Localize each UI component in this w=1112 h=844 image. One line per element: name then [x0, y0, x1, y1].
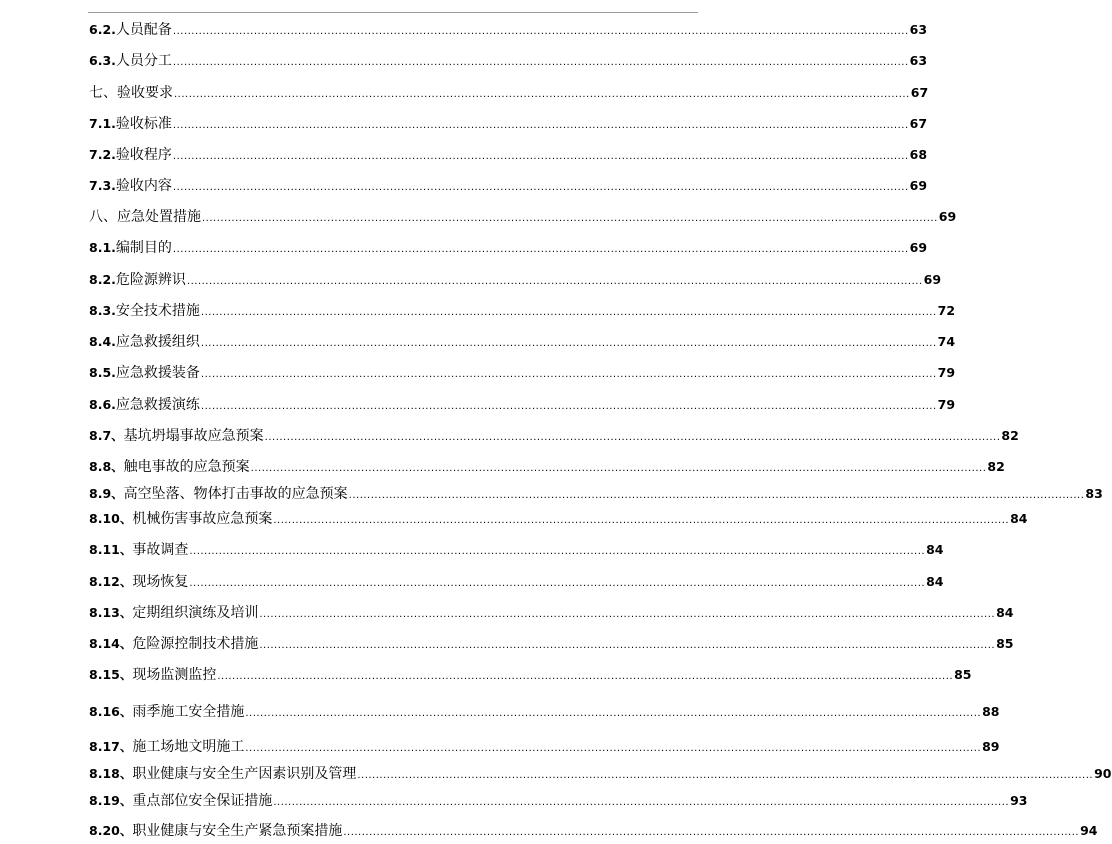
toc-entry[interactable] [89, 177, 928, 197]
toc-entry-page-number: 84 [1010, 511, 1028, 526]
toc-entry-page-number: 79 [937, 365, 956, 380]
toc-entry-number: 8.20、 [89, 823, 133, 838]
toc-entry-title: 验收标准 [115, 116, 172, 132]
dot-leader: ........................................................................................................................................................................................................ [259, 609, 996, 620]
toc-entry[interactable] [89, 115, 928, 135]
toc-entry-page-number: 84 [996, 605, 1014, 620]
dot-leader: ........................................................................................................................................................................................................ [189, 578, 926, 589]
toc-entry-number: 8.19、 [89, 793, 133, 808]
toc-entry[interactable] [89, 271, 942, 291]
toc-entry-title: 人员分工 [115, 53, 172, 69]
toc-entry-page-number: 69 [923, 272, 942, 287]
toc-entry-title: 七、验收要求 [89, 85, 173, 101]
toc-entry-title: 人员配备 [115, 22, 172, 38]
toc-entry[interactable] [89, 458, 1005, 478]
toc-entry-number: 8.8、 [89, 459, 124, 474]
toc-entry-number: 8.16、 [89, 704, 133, 719]
toc-entry-page-number: 79 [937, 397, 956, 412]
dot-leader: ........................................................................................................................................................................................................ [200, 338, 937, 349]
toc-entry-title: 验收程序 [115, 147, 172, 163]
toc-entry[interactable] [89, 541, 944, 561]
toc-entry[interactable] [89, 703, 1000, 723]
dot-leader: ........................................................................................................................................................................................................ [200, 401, 937, 412]
toc-entry-page-number: 63 [909, 22, 928, 37]
toc-entry-number: 8.7、 [89, 428, 124, 443]
toc-entry-page-number: 94 [1080, 823, 1098, 838]
toc-entry-title: 现场恢复 [132, 574, 189, 590]
toc-entry-page-number: 84 [926, 542, 944, 557]
toc-entry-title: 事故调查 [132, 542, 189, 558]
toc-entry-title: 重点部位安全保证措施 [132, 793, 273, 809]
toc-entry[interactable] [89, 239, 928, 259]
toc-entry-title: 应急救援装备 [115, 365, 200, 381]
toc-entry-number: 6.2. [89, 22, 116, 37]
toc-entry-title: 职业健康与安全生产紧急预案措施 [132, 823, 343, 839]
toc-entry-page-number: 72 [937, 303, 956, 318]
toc-entry-page-number: 93 [1010, 793, 1028, 808]
dot-leader: ........................................................................................................................................................................................................ [172, 244, 909, 255]
toc-entry-page-number: 83 [1085, 486, 1103, 501]
dot-leader: ........................................................................................................................................................................................................ [172, 151, 909, 162]
toc-entry-number: 7.2. [89, 147, 116, 162]
dot-leader: ........................................................................................................................................................................................................ [172, 26, 909, 37]
toc-entry-number: 8.3. [89, 303, 116, 318]
toc-entry-title: 基坑坍塌事故应急预案 [123, 428, 264, 444]
toc-entry-title: 安全技术措施 [115, 303, 200, 319]
toc-entry-page-number: 85 [954, 667, 972, 682]
toc-entry-number: 7.1. [89, 116, 116, 131]
toc-entry[interactable] [89, 84, 929, 104]
toc-entry[interactable] [89, 822, 1098, 842]
toc-entry-page-number: 74 [937, 334, 956, 349]
toc-entry-page-number: 63 [909, 53, 928, 68]
toc-entry[interactable] [89, 333, 956, 353]
toc-entry-page-number: 67 [909, 116, 928, 131]
toc-entry-number: 8.17、 [89, 739, 133, 754]
toc-entry-page-number: 85 [996, 636, 1014, 651]
toc-entry-number: 8.4. [89, 334, 116, 349]
toc-entry[interactable] [89, 510, 1028, 530]
toc-entry-page-number: 69 [909, 240, 928, 255]
dot-leader: ........................................................................................................................................................................................................ [174, 89, 910, 100]
dot-leader: ........................................................................................................................................................................................................ [273, 797, 1010, 808]
toc-entry-title: 应急救援组织 [115, 334, 200, 350]
toc-entry[interactable] [89, 485, 1103, 505]
toc-entry-title: 职业健康与安全生产因素识别及管理 [132, 766, 357, 782]
dot-leader: ........................................................................................................................................................................................................ [217, 671, 954, 682]
dot-leader: ........................................................................................................................................................................................................ [189, 546, 926, 557]
toc-entry[interactable] [89, 666, 972, 686]
toc-entry[interactable] [89, 738, 1000, 758]
dot-leader: ........................................................................................................................................................................................................ [172, 57, 909, 68]
toc-entry-title: 雨季施工安全措施 [132, 704, 245, 720]
toc-entry-page-number: 90 [1094, 766, 1112, 781]
dot-leader: ........................................................................................................................................................................................................ [172, 120, 909, 131]
toc-entry-number: 8.6. [89, 397, 116, 412]
toc-entry-title: 编制目的 [115, 240, 172, 256]
toc-entry-page-number: 88 [982, 704, 1000, 719]
toc-entry-page-number: 89 [982, 739, 1000, 754]
dot-leader: ........................................................................................................................................................................................................ [245, 743, 982, 754]
toc-entry[interactable] [89, 573, 944, 593]
toc-entry[interactable] [89, 765, 1112, 785]
dot-leader: ........................................................................................................................................................................................................ [348, 490, 1085, 501]
toc-entry-number: 8.12、 [89, 574, 133, 589]
toc-entry-title: 现场监测监控 [132, 667, 217, 683]
toc-entry-title: 应急救援演练 [115, 397, 200, 413]
toc-entry-page-number: 67 [910, 85, 929, 100]
toc-entry-number: 8.9、 [89, 486, 124, 501]
toc-entry[interactable] [89, 208, 957, 228]
toc-entry-page-number: 82 [1001, 428, 1019, 443]
toc-entry-page-number: 69 [938, 209, 957, 224]
dot-leader: ........................................................................................................................................................................................................ [245, 708, 982, 719]
toc-entry-page-number: 82 [987, 459, 1005, 474]
toc-entry-number: 8.1. [89, 240, 116, 255]
toc-entry-number: 7.3. [89, 178, 116, 193]
toc-entry-title: 机械伤害事故应急预案 [132, 511, 273, 527]
toc-entry-number: 8.11、 [89, 542, 133, 557]
header-rule [88, 12, 698, 13]
toc-entry-page-number: 68 [909, 147, 928, 162]
toc-entry-number: 8.14、 [89, 636, 133, 651]
dot-leader: ........................................................................................................................................................................................................ [357, 770, 1094, 781]
dot-leader: ........................................................................................................................................................................................................ [202, 213, 938, 224]
toc-entry-title: 八、应急处置措施 [89, 209, 201, 225]
toc-entry-title: 高空坠落、物体打击事故的应急预案 [123, 486, 348, 502]
dot-leader: ........................................................................................................................................................................................................ [259, 640, 996, 651]
toc-entry[interactable] [89, 604, 1014, 624]
toc-entry[interactable] [89, 396, 956, 416]
toc-entry[interactable] [89, 302, 956, 322]
dot-leader: ........................................................................................................................................................................................................ [273, 515, 1010, 526]
dot-leader: ........................................................................................................................................................................................................ [250, 463, 987, 474]
toc-entry[interactable] [89, 427, 1019, 447]
toc-entry-page-number: 84 [926, 574, 944, 589]
toc-entry[interactable] [89, 146, 928, 166]
toc-entry-number: 8.2. [89, 272, 116, 287]
toc-entry-number: 8.15、 [89, 667, 133, 682]
toc-entry-number: 8.13、 [89, 605, 133, 620]
dot-leader: ........................................................................................................................................................................................................ [186, 276, 923, 287]
toc-entry[interactable] [89, 635, 1014, 655]
dot-leader: ........................................................................................................................................................................................................ [264, 432, 1001, 443]
dot-leader: ........................................................................................................................................................................................................ [200, 307, 937, 318]
toc-entry[interactable] [89, 792, 1028, 812]
dot-leader: ........................................................................................................................................................................................................ [172, 182, 909, 193]
toc-entry[interactable] [89, 21, 928, 41]
toc-entry-number: 8.18、 [89, 766, 133, 781]
toc-entry-title: 触电事故的应急预案 [123, 459, 250, 475]
toc-entry-page-number: 69 [909, 178, 928, 193]
toc-entry[interactable] [89, 52, 928, 72]
toc-entry-title: 定期组织演练及培训 [132, 605, 259, 621]
toc-entry-number: 8.10、 [89, 511, 133, 526]
toc-entry-title: 施工场地文明施工 [132, 739, 245, 755]
toc-entry-number: 8.5. [89, 365, 116, 380]
toc-entry-title: 危险源辨识 [115, 272, 186, 288]
toc-entry-title: 危险源控制技术措施 [132, 636, 259, 652]
dot-leader: ........................................................................................................................................................................................................ [343, 827, 1080, 838]
toc-entry[interactable] [89, 364, 956, 384]
toc-entry-title: 验收内容 [115, 178, 172, 194]
dot-leader: ........................................................................................................................................................................................................ [200, 369, 937, 380]
toc-entry-number: 6.3. [89, 53, 116, 68]
